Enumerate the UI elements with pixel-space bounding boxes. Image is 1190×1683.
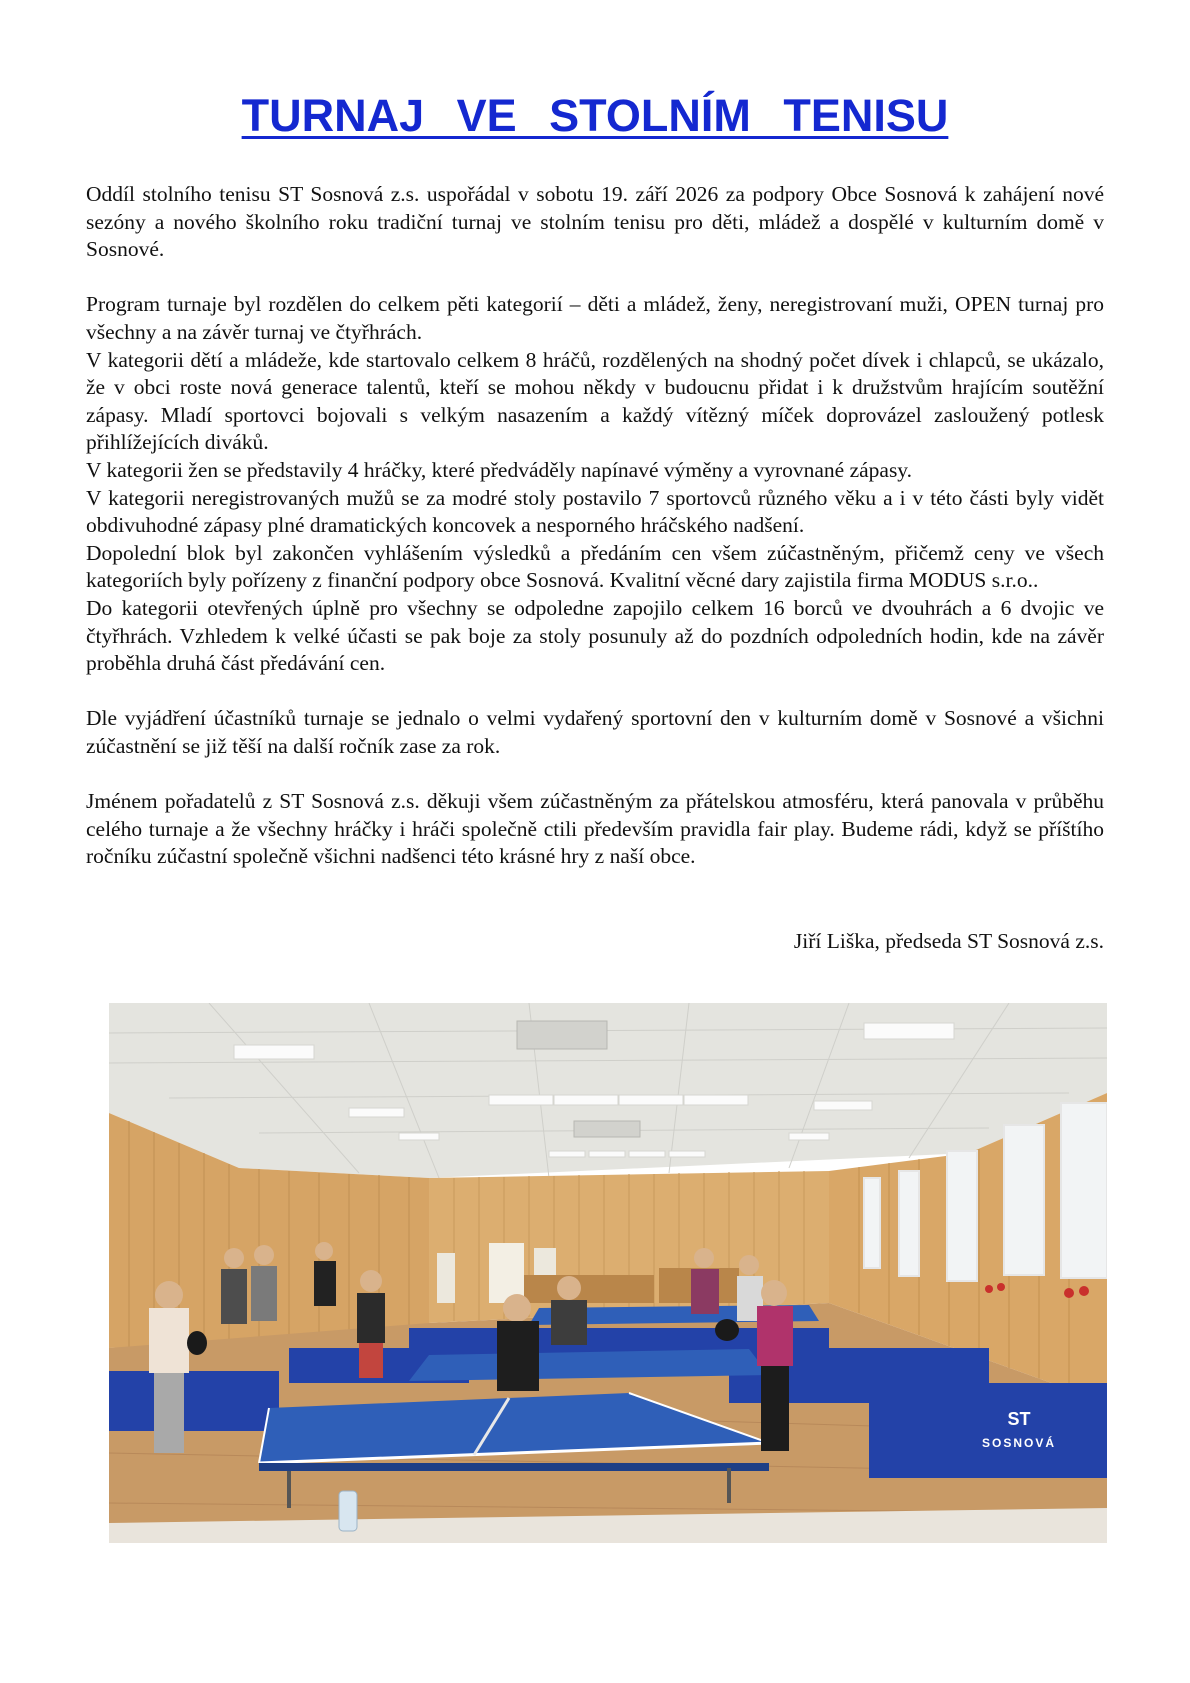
barrier-logo-top: ST [1007, 1409, 1031, 1429]
signature: Jiří Liška, předseda ST Sosnová z.s. [793, 929, 1104, 953]
back-door [437, 1253, 455, 1303]
tournament-hall-illustration [109, 1003, 1107, 1543]
paragraph-thanks: Jménem pořadatelů z ST Sosnová z.s. děkuji všem zúčastněným za přátelskou atmosféru, která panovala v průběhu celého turnaje a že všechny hráčky i hráči společně ctili především pravidla fair play. Budeme rádi, když se příštího ročníku zúčastní společně všichni nadšenci této krásné hry z naší obce. [86, 789, 1104, 869]
ac-unit [517, 1021, 607, 1049]
barrier-logo-bottom: SOSNOVÁ [981, 1436, 1057, 1450]
article-body [86, 181, 1104, 871]
paragraph-women: V kategorii žen se představily 4 hráčky, které předváděly napínavé výměny a vyrovnané zápasy. [86, 457, 913, 482]
paragraph-awards: Dopolední blok byl zakončen vyhlášením výsledků a předáním cen všem zúčastněným, přičemž ceny ve všech kategoriích byly pořízeny z finanční podpory obce Sosnová. Kvalitní věcné dary zajistila firma MODUS s.r.o.. [86, 540, 1104, 593]
article-title: TURNAJ VE STOLNÍM TENISU [241, 90, 949, 141]
paragraph-program: Program turnaje byl rozdělen do celkem pěti kategorií – děti a mládež, ženy, neregistrovaní muži, OPEN turnaj pro všechny a na závěr turnaj ve čtyřhrách. [86, 292, 1104, 344]
paragraph-intro: Oddíl stolního tenisu ST Sosnová z.s. uspořádal v sobotu 19. září 2026 za podpory Obce Sosnová k zahájení nové sezóny a nového školního roku tradiční turnaj ve stolním tenisu pro děti, mládež a dospělé v kulturním domě v Sosnové. [86, 182, 1104, 262]
ac-unit-rear [574, 1121, 640, 1137]
paragraph-feedback: Dle vyjádření účastníků turnaje se jednalo o velmi vydařený sportovní den v kulturním domě v Sosnové a všichni zúčastnění se již těší na další ročník zase za rok. [86, 706, 1104, 758]
paragraph-open: Do kategorii otevřených úplně pro všechny se odpoledne zapojilo celkem 16 borců ve dvouhrách a 6 dvojic ve čtyřhrách. Vzhledem k velké účasti se pak boje za stoly posunuly až do pozdních odpoledních hodin, kde na závěr proběhla druhá část předávání cen. [86, 595, 1104, 676]
paragraph-youth: V kategorii dětí a mládeže, kde startovalo celkem 8 hráčů, rozdělených na shodný počet dívek i chlapců, se ukázalo, že v obci roste nová generace talentů, kteří se mohou někdy v budoucnu přidat i k družstvům hrajícím soutěžní zápasy. Mladí sportovci bojovali s velkým nasazením a každý vítězný míček doprovázel zasloužený potlesk přihlížejících diváků. [86, 347, 1104, 455]
back-door-open [489, 1243, 524, 1303]
tournament-photo [109, 1003, 1107, 1543]
paragraph-men: V kategorii neregistrovaných mužů se za modré stoly postavilo 7 sportovců různého věku a i v této části byly vidět obdivuhodné zápasy plné dramatických koncovek a nesporného hráčského nadšení. [86, 485, 1104, 538]
water-bottle [339, 1491, 357, 1531]
